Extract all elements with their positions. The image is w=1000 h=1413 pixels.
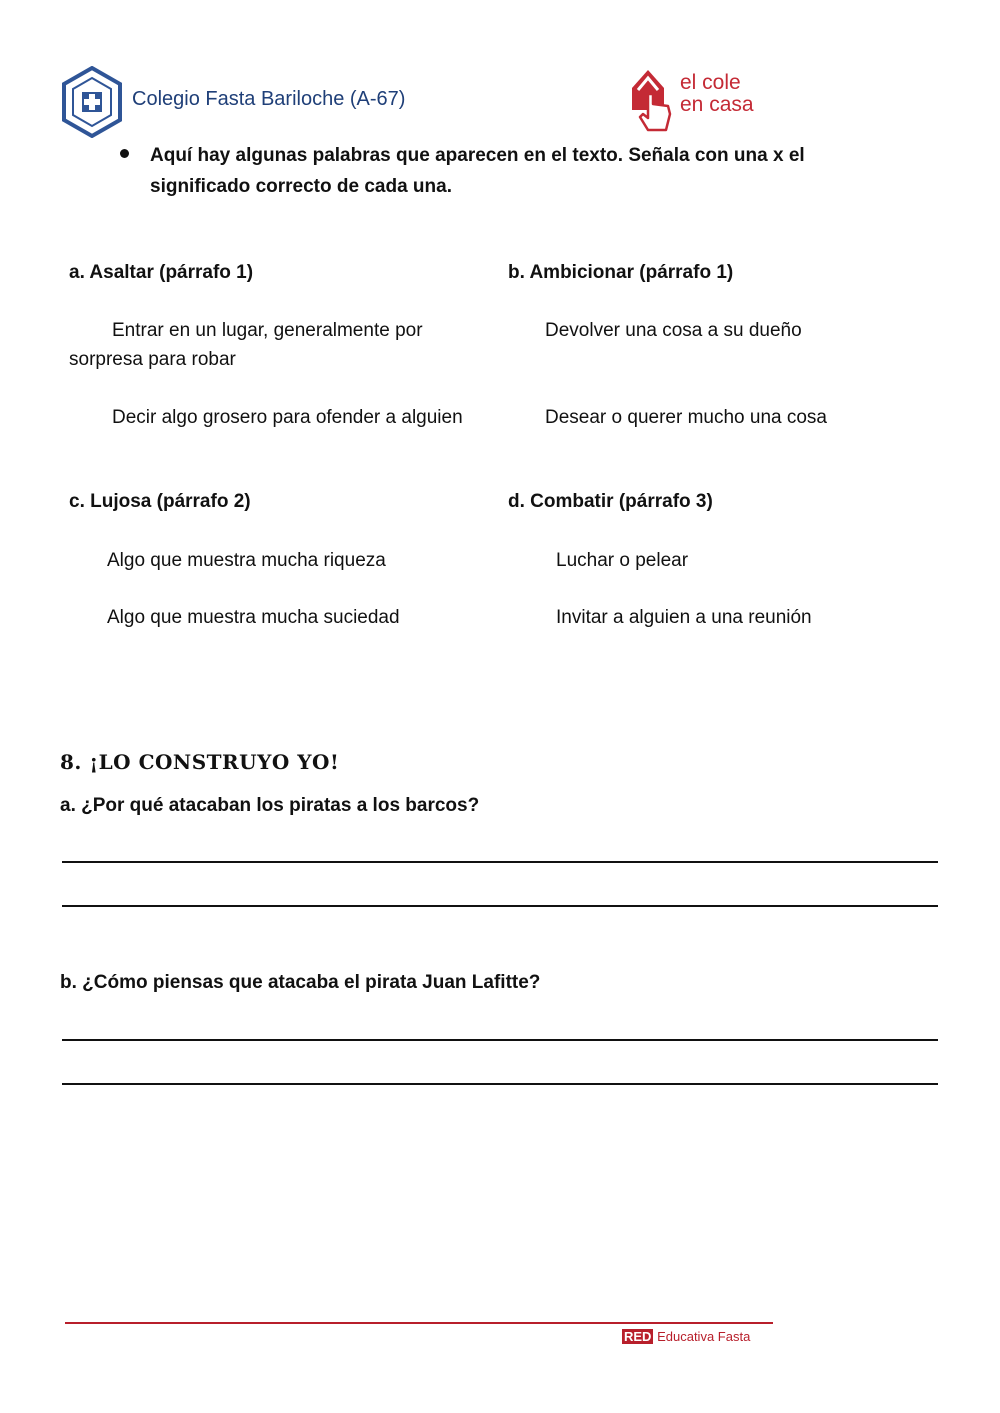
question-a: a. ¿Por qué atacaban los piratas a los barcos? — [60, 795, 480, 816]
question-b: b. ¿Cómo piensas que atacaba el pirata Juan Lafitte? — [60, 972, 541, 993]
cursor-hand-icon — [626, 64, 678, 134]
vocab-option[interactable]: Algo que muestra mucha riqueza — [107, 550, 386, 571]
answer-line[interactable] — [62, 905, 938, 907]
answer-line[interactable] — [62, 1083, 938, 1085]
vocab-option[interactable]: Desear o querer mucho una cosa — [545, 407, 827, 428]
vocab-heading-c: c. Lujosa (párrafo 2) — [69, 491, 251, 512]
vocab-option[interactable]: Decir algo grosero para ofender a alguien — [112, 407, 463, 428]
answer-line[interactable] — [62, 1039, 938, 1041]
vocab-heading-b: b. Ambicionar (párrafo 1) — [508, 262, 734, 283]
bullet-icon — [120, 149, 129, 158]
vocab-option[interactable]: Algo que muestra mucha suciedad — [107, 607, 400, 628]
vocab-option[interactable]: Invitar a alguien a una reunión — [556, 607, 812, 628]
school-name: Colegio Fasta Bariloche (A-67) — [132, 88, 406, 110]
vocab-heading-a: a. Asaltar (párrafo 1) — [69, 262, 254, 283]
footer-red-label: RED — [624, 1329, 652, 1344]
answer-line[interactable] — [62, 861, 938, 863]
vocab-option[interactable]: Devolver una cosa a su dueño — [545, 320, 802, 341]
school-logo — [60, 66, 124, 138]
footer-label: Educativa Fasta — [657, 1329, 751, 1344]
vocab-option[interactable]: Luchar o pelear — [556, 550, 689, 571]
section-title: 8. ¡LO CONSTRUYO YO! — [60, 750, 340, 774]
brand-logo-text: el cole en casa — [680, 71, 754, 116]
vocab-option[interactable]: Entrar en un lugar, generalmente por sorpresa para robar — [69, 320, 423, 370]
footer-brand — [622, 1329, 750, 1344]
instruction-text: Aquí hay algunas palabras que aparecen en el texto. Señala con una x el significado correcto de cada una. — [150, 145, 805, 197]
vocab-heading-d: d. Combatir (párrafo 3) — [508, 491, 713, 512]
footer-divider — [65, 1322, 773, 1324]
